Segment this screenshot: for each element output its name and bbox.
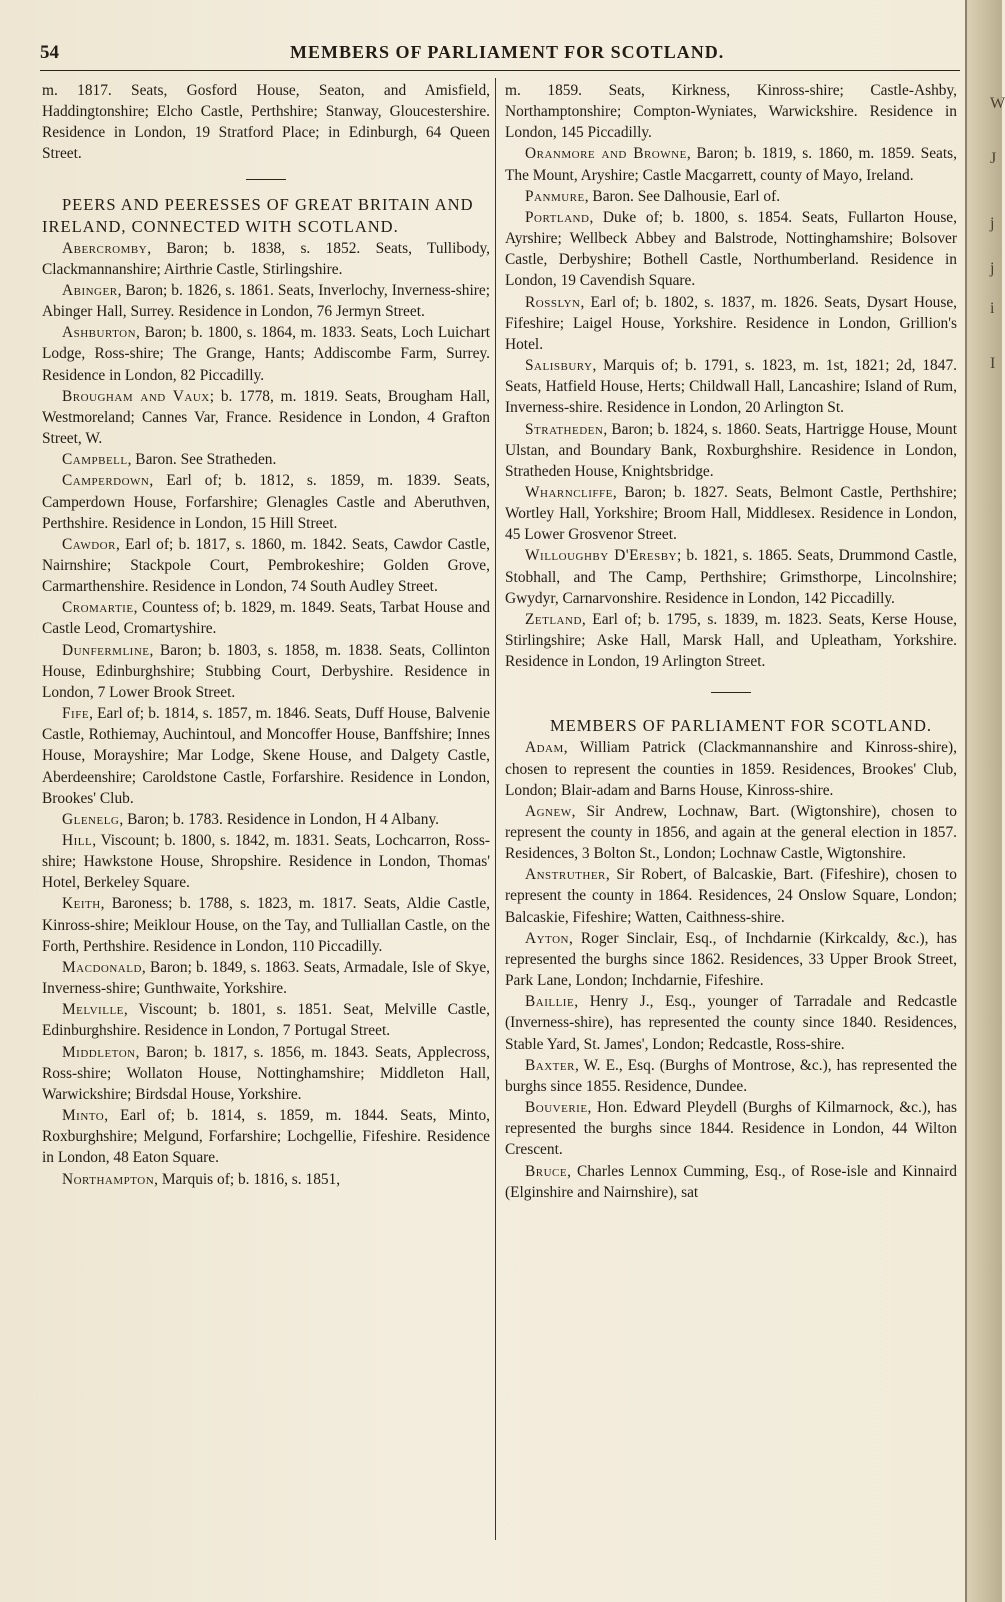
entry-text: , Baron; b. 1824, s. 1860. Seats, Hartrigge House, Mount Ulstan, and Boundary Bank, Roxburghshire. Residence in London, Stratheden House, Knightsbridge. [505,420,957,480]
entry-text: , Baron; b. 1803, s. 1858, m. 1838. Seats, Collinton House, Edinburghshire; Stubbing Court, Derbyshire. Residence in London, 7 Lower Brook Street. [42,641,490,701]
entry-text: , Baron; b. 1783. Residence in London, H 4 Albany. [119,810,439,828]
peer-entry [42,470,490,533]
peer-entry [505,207,957,292]
entry-name: Dunfermline [62,641,150,659]
peer-entry [42,280,490,322]
entry-name: Brougham and Vaux [62,387,210,405]
edge-glyph: j [990,260,995,277]
entry-name: Baillie [525,993,575,1011]
section-divider [711,692,751,693]
peer-entry [505,355,957,418]
peer-entry [42,893,490,956]
page-header [40,40,960,70]
edge-glyph: j [990,215,995,232]
member-entry [505,1055,957,1097]
entry-text: , Marquis of; b. 1791, s. 1823, m. 1st, 1821; 2d, 1847. Seats, Hatfield House, Herts; Childwall Hall, Lancashire; Island of Rum, Inverness-shire. Residence in London, 20 Arlington St. [505,357,957,417]
entry-text: , Baron. See Stratheden. [127,451,277,469]
adjacent-page-edge [965,0,1002,1602]
entry-name: Zetland [525,610,582,628]
entry-text: , Baron; b. 1817, s. 1856, m. 1843. Seats, Applecross, Ross-shire; Wollaton House, Nottinghamshire; Middleton Hall, Warwickshire; Birdsdal House, Yorkshire. [42,1043,490,1103]
left-column [42,80,490,1190]
entry-text: , Viscount; b. 1801, s. 1851. Seat, Melville Castle, Edinburghshire. Residence in London, 7 Portugal Street. [42,1001,490,1040]
peer-entry [42,449,490,470]
section-heading: MEMBERS OF PARLIAMENT FOR SCOTLAND. [549,716,933,736]
entry-name: Northampton [62,1170,155,1188]
entry-name: Abercromby [62,239,148,257]
entry-name: Panmure [525,187,585,205]
peer-entry [42,957,490,999]
member-entry [505,928,957,991]
entry-text: , Baron. See Dalhousie, Earl of. [584,187,781,205]
column-divider [495,78,496,1540]
member-entry [505,1097,957,1160]
peer-entries [42,238,490,1190]
entry-name: Willoughby D'Eresby [525,547,677,565]
entry-name: Cawdor [62,535,116,553]
peer-entry [505,143,957,185]
entry-text: , Earl of; b. 1795, s. 1839, m. 1823. Seats, Kerse House, Stirlingshire; Aske Hall, Marsk Hall, and Upleatham, Yorkshire. Residence in London, 19 Arlington Street. [505,610,957,671]
entry-text: , Henry J., Esq., younger of Tarradale and Redcastle (Inverness-shire), has represented the county since 1840. Residences, Stable Yard, St. James', London; Redcastle, Ross-shire. [505,993,957,1053]
peer-entry [42,386,490,449]
entry-text: , Baron; b. 1826, s. 1861. Seats, Inverlochy, Inverness-shire; Abinger Hall, Surrey. Residence in London, 76 Jermyn Street. [42,281,490,321]
member-entry [505,991,957,1054]
peer-entry [42,322,490,385]
entry-text: ; b. 1778, m. 1819. Seats, Brougham Hall, Westmoreland; Cannes Var, France. Residence in London, 4 Grafton Street, W. [42,387,490,448]
entry-text: , William Patrick (Clackmannanshire and Kinross-shire), chosen to represent the counties in 1859. Residences, Brookes' Club, London; Blair-adam and Barns House, Kinross-shire. [505,739,957,799]
entry-name: Adam [525,739,564,757]
entry-name: Hill [62,832,93,849]
peer-entry [42,703,490,809]
entry-text: , Baron; b. 1800, s. 1864, m. 1833. Seats, Loch Luichart Lodge, Ross-shire; The Grange, Hants; Addiscombe Farm, Surrey. Residence in London, 82 Piccadilly. [42,324,490,384]
peer-entry [42,597,490,639]
edge-glyph: W [990,95,1005,112]
member-entry [505,864,957,927]
section-heading: PEERS AND PEERESSES OF GREAT BRITAIN AND IRELAND, CONNECTED WITH SCOTLAND. [42,194,474,236]
entry-text: , Viscount; b. 1800, s. 1842, m. 1831. Seats, Lochcarron, Ross-shire; Hawkstone House, Shropshire. Residence in London, Thomas' Hotel, Berkeley Square. [42,832,490,892]
entry-name: Camperdown [62,472,150,490]
member-entry [505,801,957,864]
entry-name: Portland [525,208,590,226]
peer-entry [42,534,490,597]
header-rule [40,70,960,71]
member-entry [505,737,957,800]
entry-name: Baxter [525,1056,575,1074]
peer-entries [505,143,957,672]
peer-entry [505,419,957,482]
edge-glyph: i [990,300,995,317]
entry-name: Bruce [525,1162,568,1180]
peer-entry [505,545,957,608]
entry-name: Minto [62,1107,105,1125]
peer-entry [42,1169,490,1190]
entry-text: , Sir Robert, of Balcaskie, Bart. (Fifeshire), chosen to represent the county in 1864. Residences, 24 Onslow Square, London; Balcaskie, Fifeshire; Watten, Caithness-shire. [505,866,957,926]
entry-text: , Countess of; b. 1829, m. 1849. Seats, Tarbat House and Castle Leod, Cromartyshire. [42,599,490,638]
entry-name: Salisbury [525,357,593,375]
entry-text: , Charles Lennox Cumming, Esq., of Rose-isle and Kinnaird (Elginshire and Nairnshire), sat [505,1162,957,1201]
member-entries [505,737,957,1202]
continuation-text: m. 1859. Seats, Kirkness, Kinross-shire; Castle-Ashby, Northamptonshire; Compton-Wyniates, Warwickshire. Residence in London, 145 Piccadilly. [505,82,957,142]
peer-entry [42,809,490,830]
entry-text: , Hon. Edward Pleydell (Burghs of Kilmarnock, &c.), has represented the burghs since 1844. Residence in London, 44 Wilton Crescent. [505,1099,957,1159]
page-number: 54 [40,42,59,63]
entry-name: Oranmore and Browne [525,145,687,163]
entry-name: Agnew [525,802,572,820]
entry-name: Wharncliffe [525,483,613,501]
entry-text: , Earl of; b. 1802, s. 1837, m. 1826. Seats, Dysart House, Fifeshire; Laigel House, Yorkshire. Residence in London, Grillion's Hotel. [505,293,957,353]
edge-glyph: J [990,150,997,167]
right-column [505,80,957,1203]
entry-name: Melville [62,1001,124,1019]
entry-text: , Earl of; b. 1817, s. 1860, m. 1842. Seats, Cawdor Castle, Nairnshire; Stackpole Court, Pembrokeshire; Golden Grove, Carmarthenshire. Residence in London, 74 South Audley Street. [42,535,490,596]
entry-name: Bouverie [525,1099,588,1117]
entry-text: , Baroness; b. 1788, s. 1823, m. 1817. Seats, Aldie Castle, Kinross-shire; Meiklour House, on the Tay, and Tulliallan Castle, on the Forth, Perthshire. Residence in London, 110 Piccadilly. [42,895,490,955]
peer-entry [42,1042,490,1105]
entry-name: Fife [62,705,90,723]
running-title: MEMBERS OF PARLIAMENT FOR SCOTLAND. [290,42,725,62]
entry-name: Ayton [525,929,569,947]
entry-text: , Baron; b. 1849, s. 1863. Seats, Armadale, Isle of Skye, Inverness-shire; Gunthwaite, Yorkshire. [42,958,490,998]
entry-name: Keith [62,895,101,913]
peer-entry [42,830,490,893]
entry-text: , Baron; b. 1838, s. 1852. Seats, Tullibody, Clackmannanshire; Airthrie Castle, Stirlingshire. [42,239,490,278]
entry-name: Anstruther [525,866,606,884]
entry-text: , Earl of; b. 1814, s. 1857, m. 1846. Seats, Duff House, Balvenie Castle, Rothiemay, Auchintoul, and Moncoffer House, Banffshire; Innes House, Morayshire; Mar Lodge, Skene House, and Dalgety Castle, Aberdeenshire; Caroldstone Castle, Forfarshire. Residence in London, Brookes' Club. [42,705,490,807]
entry-text: , Earl of; b. 1814, s. 1859, m. 1844. Seats, Minto, Roxburghshire; Melgund, Forfarshire; Lochgellie, Fifeshire. Residence in London, 48 Eaton Square. [42,1107,490,1167]
entry-text: , Sir Andrew, Lochnaw, Bart. (Wigtonshire), chosen to represent the county in 1856, and again at the general election in 1857. Residences, 3 Bolton St., London; Lochnaw Castle, Wigtonshire. [505,802,957,863]
peer-entry [42,640,490,703]
entry-name: Ashburton [62,324,137,342]
entry-text: ; b. 1821, s. 1865. Seats, Drummond Castle, Stobhall, and The Camp, Perthshire; Grimsthorpe, Lincolnshire; Gwydyr, Carnarvonshire. Residence in London, 142 Piccadilly. [505,547,957,607]
entry-text: , Baron; b. 1827. Seats, Belmont Castle, Perthshire; Wortley Hall, Yorkshire; Broom Hall, Middlesex. Residence in London, 45 Lower Grosvenor Street. [505,483,957,544]
entry-name: Stratheden [525,420,604,438]
peer-entry [505,292,957,355]
entry-name: Rosslyn [525,293,581,311]
section-divider [246,179,286,180]
continuation-text: m. 1817. Seats, Gosford House, Seaton, and Amisfield, Haddingtonshire; Elcho Castle, Perthshire; Stanway, Gloucestershire. Residence in London, 19 Stratford Place; in Edinburgh, 64 Queen Street. [42,82,490,163]
peer-entry [42,1105,490,1168]
peer-entry [42,238,490,280]
member-entry [505,1161,957,1203]
entry-name: Macdonald [62,958,142,976]
entry-name: Campbell [62,451,128,469]
entry-text: , Duke of; b. 1800, s. 1854. Seats, Fullarton House, Ayrshire; Wellbeck Abbey and Balstrode, Nottinghamshire; Bolsover Castle, Derbyshire; Bothell Castle, Northumberland. Residence in London, 19 Cavendish Square. [505,208,957,290]
peer-entry [505,609,957,672]
peer-entry [42,999,490,1041]
entry-name: Glenelg [62,810,120,828]
entry-name: Abinger [62,281,118,299]
entry-text: , Earl of; b. 1812, s. 1859, m. 1839. Seats, Camperdown House, Forfarshire; Glenagles Castle and Aberuthven, Perthshire. Residence in London, 15 Hill Street. [42,472,490,532]
entry-name: Cromartie [62,599,134,617]
edge-glyph: I [990,355,996,372]
entry-name: Middleton [62,1043,136,1061]
entry-text: , Roger Sinclair, Esq., of Inchdarnie (Kirkcaldy, &c.), has represented the burghs since 1862. Residences, 33 Upper Brook Street, Park Lane, London; Inchdarnie, Fifeshire. [505,929,957,990]
peer-entry [505,482,957,545]
entry-text: , Baron; b. 1819, s. 1860, m. 1859. Seats, The Mount, Aryshire; Castle Macgarrett, county of Mayo, Ireland. [505,145,957,184]
entry-text: , Marquis of; b. 1816, s. 1851, [154,1170,341,1188]
peer-entry [505,186,957,207]
entry-text: , W. E., Esq. (Burghs of Montrose, &c.), has represented the burghs since 1855. Residence, Dundee. [505,1056,957,1095]
